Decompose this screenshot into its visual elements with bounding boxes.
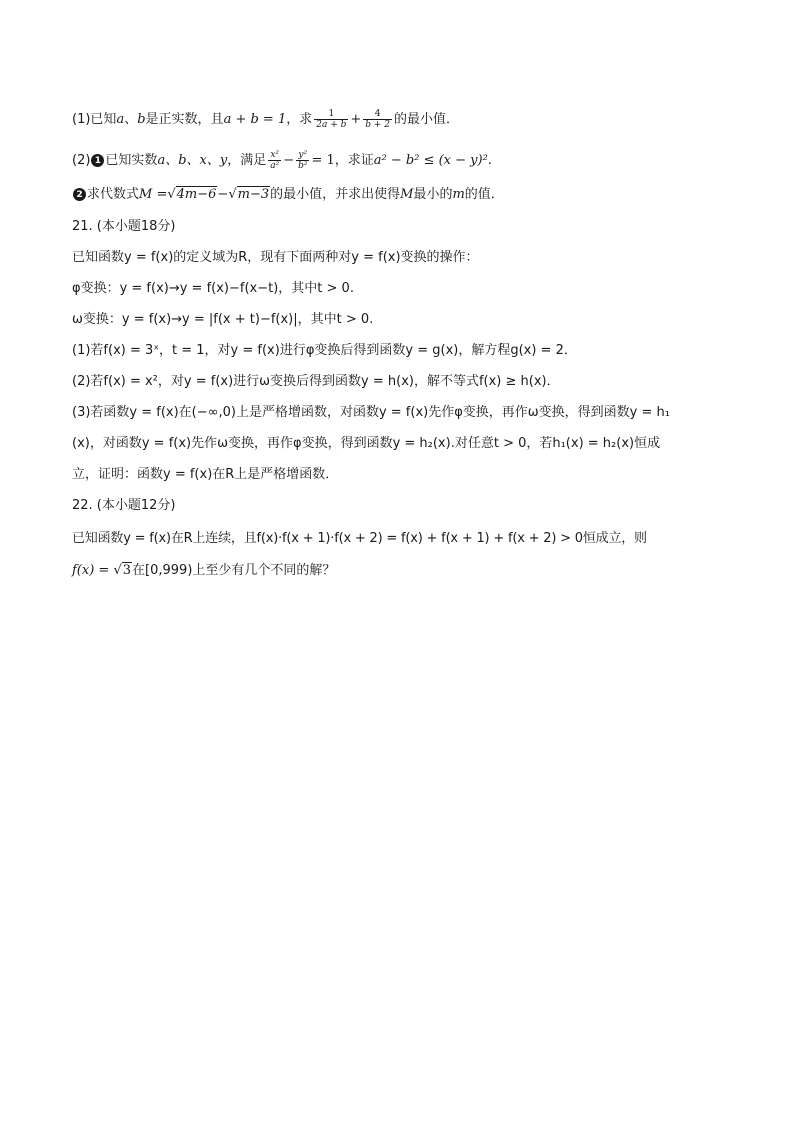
part-number: (2) — [72, 153, 91, 168]
radicand-1: 4m−6 — [176, 187, 217, 202]
fraction-2 — [363, 109, 392, 130]
q21-part3-line2: (x)，对函数y = f(x)先作ω变换，再作φ变换，得到函数y = h₂(x).对任意t > 0，若h₁(x) = h₂(x)恒成 — [72, 436, 661, 451]
q21-part1: (1)若f(x) = 3ˣ，t = 1，对y = f(x)进行φ变换后得到函数y = g(x)，解方程g(x) = 2． — [72, 343, 577, 358]
text: 在[0,999)上至少有几个不同的解？ — [132, 563, 336, 578]
circled-one-icon: 1 — [91, 154, 104, 167]
variables: a、b、x、y — [157, 153, 228, 168]
text: ，求证 — [334, 153, 374, 168]
q21-phi-transform: φ变换：y = f(x)→y = f(x)−f(x−t)，其中t > 0. — [72, 281, 354, 296]
var-b: b — [137, 112, 146, 127]
q22-header: 22. (本小题12分) — [72, 498, 176, 513]
q20-part2-sub2 — [72, 186, 504, 204]
function-expression: f(x) = — [72, 563, 110, 578]
fraction-1 — [314, 109, 348, 130]
q20-part2 — [72, 150, 492, 171]
denominator: 2a + b — [316, 120, 347, 130]
text: 的最小值，并求出使得 — [270, 187, 401, 202]
denominator: b² — [298, 161, 308, 171]
var-M: M — [400, 187, 414, 202]
condition: a + b = 1 — [223, 112, 287, 127]
expression-M: M = — [139, 187, 168, 202]
denominator: b + 2 — [365, 120, 391, 130]
q22-line2 — [72, 562, 335, 580]
q21-omega-transform: ω变换：y = f(x)→y = |f(x + t)−f(x)|，其中t > 0. — [72, 312, 374, 327]
text: 已知 — [90, 112, 117, 127]
inequality: a² − b² ≤ (x − y)² — [373, 153, 488, 168]
text: 已知实数 — [105, 153, 158, 168]
var-m: m — [452, 187, 465, 202]
radicand: 3 — [122, 563, 132, 578]
sqrt-icon: √ — [228, 187, 237, 202]
denominator: a² — [270, 161, 280, 171]
part-number: (1) — [72, 112, 91, 127]
text: . — [487, 153, 492, 168]
text: ，满足 — [227, 153, 267, 168]
q21-header: 21. (本小题18分) — [72, 219, 176, 234]
plus-sign: + — [350, 112, 362, 127]
text: 是正实数，且 — [145, 112, 224, 127]
q21-part3-line3: 立，证明：函数y = f(x)在R上是严格增函数． — [72, 467, 339, 482]
numerator: x² — [270, 150, 280, 160]
numerator: 4 — [374, 109, 381, 119]
q21-part3-line1: (3)若函数y = f(x)在(−∞,0)上是严格增函数，对函数y = f(x)先作φ变换，再作ω变换，得到函数y = h₁ — [72, 405, 670, 420]
q20-part1 — [72, 109, 459, 130]
text: 、 — [124, 112, 138, 127]
circled-two-icon: 2 — [73, 188, 86, 201]
text: 的最小值． — [394, 112, 460, 127]
q22-line1: 已知函数y = f(x)在R上连续，且f(x)·f(x + 1)·f(x + 2) = f(x) + f(x + 1) + f(x + 2) > 0恒成立，则 — [72, 531, 647, 546]
text: 的值． — [464, 187, 504, 202]
q21-part2: (2)若f(x) = x²，对y = f(x)进行ω变换后得到函数y = h(x)，解不等式f(x) ≥ h(x)． — [72, 374, 560, 389]
fraction-y2-b2 — [296, 150, 309, 171]
var-a: a — [116, 112, 125, 127]
sqrt-icon: √ — [167, 187, 176, 202]
fraction-x2-a2 — [268, 150, 281, 171]
numerator: 1 — [328, 109, 335, 119]
sqrt-icon: √ — [113, 563, 122, 578]
minus-sign: − — [283, 153, 295, 168]
text: ，求 — [286, 112, 313, 127]
radicand-2: m−3 — [237, 187, 270, 202]
q21-intro: 已知函数y = f(x)的定义域为R，现有下面两种对y = f(x)变换的操作： — [72, 250, 479, 265]
text: 最小的 — [413, 187, 453, 202]
numerator: y² — [298, 150, 308, 160]
equation: = 1 — [311, 153, 335, 168]
text: 求代数式 — [87, 187, 140, 202]
minus-sign: − — [217, 187, 229, 202]
